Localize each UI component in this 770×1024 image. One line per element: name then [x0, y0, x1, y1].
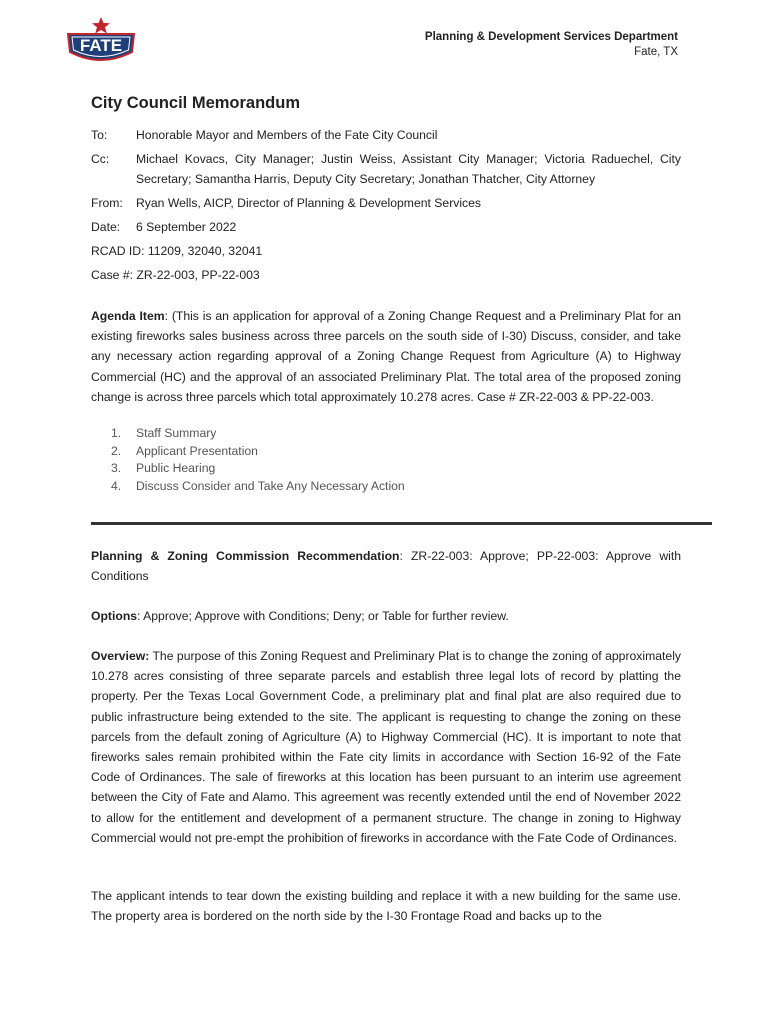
- date-label: Date:: [91, 220, 121, 234]
- list-item: 4. Discuss Consider and Take Any Necessary Action: [111, 478, 405, 493]
- memo-title: City Council Memorandum: [91, 94, 301, 112]
- from-value: Ryan Wells, AICP, Director of Planning & Development Services: [136, 196, 482, 210]
- from-line: [91, 193, 681, 213]
- agenda-item: [91, 306, 681, 407]
- recommendation-label: Planning & Zoning Commission Recommendation: [91, 549, 400, 563]
- logo-text: FATE: [79, 36, 123, 55]
- overview-label: Overview:: [91, 649, 150, 663]
- logo-star: [92, 17, 110, 34]
- section-divider: [91, 522, 712, 525]
- case-line: Case #: ZR-22-003, PP-22-003: [91, 268, 260, 282]
- pz-recommendation: [91, 546, 681, 586]
- list-item: 1. Staff Summary: [111, 426, 217, 440]
- date-line: [91, 217, 681, 237]
- agenda-steps: [91, 425, 405, 495]
- to-value: Honorable Mayor and Members of the Fate City Council: [136, 128, 438, 142]
- options-text: : Approve; Approve with Conditions; Deny; or Table for further review.: [137, 609, 509, 623]
- department-block: [425, 30, 678, 60]
- list-item: 3. Public Hearing: [111, 461, 216, 476]
- department-name: Planning & Development Services Department: [424, 31, 678, 43]
- date-value: 6 September 2022: [136, 220, 237, 234]
- recommendation-text: : ZR-22-003: Approve; PP-22-003: Approve with Conditions: [91, 549, 682, 584]
- list-item: 2. Applicant Presentation: [111, 443, 258, 458]
- overview-text: The purpose of this Zoning Request and Preliminary Plat is to change the zoning of approximately 10.278 acres consisting of three separate parcels and establish three legal lots of record by platting the property. Per the Texas Local Government Code, a preliminary plat and final plat are also required due to public infrastructure being extended to the site. The applicant is requesting to change the zoning on these parcels from the default zoning of Agriculture (A) to Highway Commercial (HC). It is important to note that fireworks sales remain prohibited within the Fate city limits in accordance with Section 16-92 of the Fate Code of Ordinances. The sale of fireworks at this location has been pursuant to an interim use agreement between the City of Fate and Alamo. This agreement was recently extended until the end of November 2022 to allow for the entitlement and development of a permanent structure. The change in zoning to Highway Commercial would not pre-empt the prohibition of fireworks in accordance with the Fate Code of Ordinances.: [91, 649, 681, 845]
- to-line: [91, 125, 681, 145]
- cc-value: Michael Kovacs, City Manager; Justin Weiss, Assistant City Manager; Victoria Raduechel, City Secretary; Samantha Harris, Deputy City Secretary; Jonathan Thatcher, City Attorney: [136, 152, 681, 186]
- options: [91, 606, 681, 626]
- rcad-line: RCAD ID: 11209, 32040, 32041: [91, 244, 263, 258]
- cc-line: [91, 149, 681, 189]
- to-label: To:: [91, 128, 108, 142]
- department-location: Fate, TX: [634, 46, 678, 58]
- fate-logo: [62, 16, 140, 68]
- options-label: Options: [91, 609, 138, 623]
- closing-paragraph: The applicant intends to tear down the existing building and replace it with a new building for the same use. The property area is bordered on the north side by the I-30 Frontage Road and backs up to the: [91, 889, 681, 924]
- agenda-text: : (This is an application for approval of a Zoning Change Request and a Preliminary Plat for an existing fireworks sales business across three parcels on the south side of I-30) Discuss, consider, and take any necessary action regarding approval of a Zoning Change Request from Agriculture (A) to Highway Commercial (HC) and the approval of an associated Preliminary Plat. The total area of the proposed zoning change is across three parcels which total approximately 10.278 acres. Case # ZR-22-003 & PP-22-003.: [91, 309, 681, 404]
- from-label: From:: [91, 196, 123, 210]
- overview: [91, 646, 681, 848]
- agenda-label: Agenda Item: [91, 309, 165, 323]
- cc-label: Cc:: [91, 152, 110, 166]
